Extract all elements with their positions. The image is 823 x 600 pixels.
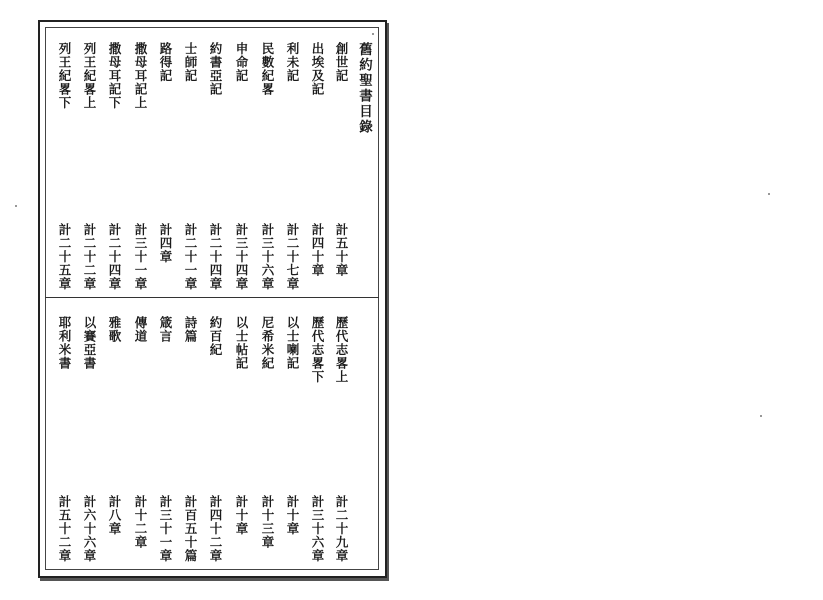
lower-book-1: 歷代志畧上 <box>334 316 349 384</box>
scan-speck <box>15 205 17 207</box>
upper-book-4: 民數紀畧 <box>260 42 275 96</box>
upper-count-10: 計二十四章 <box>107 223 122 291</box>
lower-book-5: 以士帖記 <box>234 316 249 370</box>
upper-book-12: 列王紀畧下 <box>57 42 72 110</box>
lower-book-10: 雅歌 <box>107 316 122 343</box>
page-title: 舊約聖書目錄 <box>356 42 372 135</box>
upper-book-3: 利未記 <box>285 42 300 83</box>
lower-count-3: 計十章 <box>285 495 300 536</box>
scan-speck <box>372 33 374 35</box>
upper-book-5: 申命記 <box>234 42 249 83</box>
scan-speck <box>760 415 762 417</box>
scan-speck <box>768 193 770 195</box>
lower-book-6: 約百紀 <box>208 316 223 357</box>
upper-book-10: 撒母耳記下 <box>107 42 122 110</box>
upper-book-8: 路得記 <box>158 42 173 83</box>
upper-count-7: 計二十一章 <box>183 223 198 291</box>
lower-count-8: 計三十一章 <box>158 495 173 563</box>
upper-book-1: 創世記 <box>334 42 349 83</box>
upper-count-1: 計五十章 <box>334 223 349 277</box>
lower-book-9: 傳道 <box>133 316 148 343</box>
lower-count-7: 計百五十篇 <box>183 495 198 563</box>
section-divider <box>45 297 379 298</box>
upper-count-5: 計三十四章 <box>234 223 249 291</box>
lower-book-12: 耶利米書 <box>57 316 72 370</box>
lower-book-4: 尼希米紀 <box>260 316 275 370</box>
upper-book-7: 士師記 <box>183 42 198 83</box>
upper-count-6: 計二十四章 <box>208 223 223 291</box>
lower-count-5: 計十章 <box>234 495 249 536</box>
lower-book-11: 以賽亞書 <box>82 316 97 370</box>
lower-count-4: 計十三章 <box>260 495 275 549</box>
upper-book-11: 列王紀畧上 <box>82 42 97 110</box>
upper-count-3: 計二十七章 <box>285 223 300 291</box>
upper-count-9: 計三十一章 <box>133 223 148 291</box>
lower-count-1: 計二十九章 <box>334 495 349 563</box>
upper-book-2: 出埃及記 <box>310 42 325 96</box>
lower-count-6: 計四十二章 <box>208 495 223 563</box>
lower-book-2: 歷代志畧下 <box>310 316 325 384</box>
upper-count-2: 計四十章 <box>310 223 325 277</box>
upper-count-4: 計三十六章 <box>260 223 275 291</box>
lower-book-8: 箴言 <box>158 316 173 343</box>
upper-count-11: 計二十二章 <box>82 223 97 291</box>
upper-book-6: 約書亞記 <box>208 42 223 96</box>
lower-book-3: 以士喇記 <box>285 316 300 370</box>
lower-count-12: 計五十二章 <box>57 495 72 563</box>
upper-count-8: 計四章 <box>158 223 173 264</box>
lower-count-10: 計八章 <box>107 495 122 536</box>
lower-count-2: 計三十六章 <box>310 495 325 563</box>
lower-count-9: 計十二章 <box>133 495 148 549</box>
upper-count-12: 計二十五章 <box>57 223 72 291</box>
upper-book-9: 撒母耳記上 <box>133 42 148 110</box>
lower-book-7: 詩篇 <box>183 316 198 343</box>
lower-count-11: 計六十六章 <box>82 495 97 563</box>
